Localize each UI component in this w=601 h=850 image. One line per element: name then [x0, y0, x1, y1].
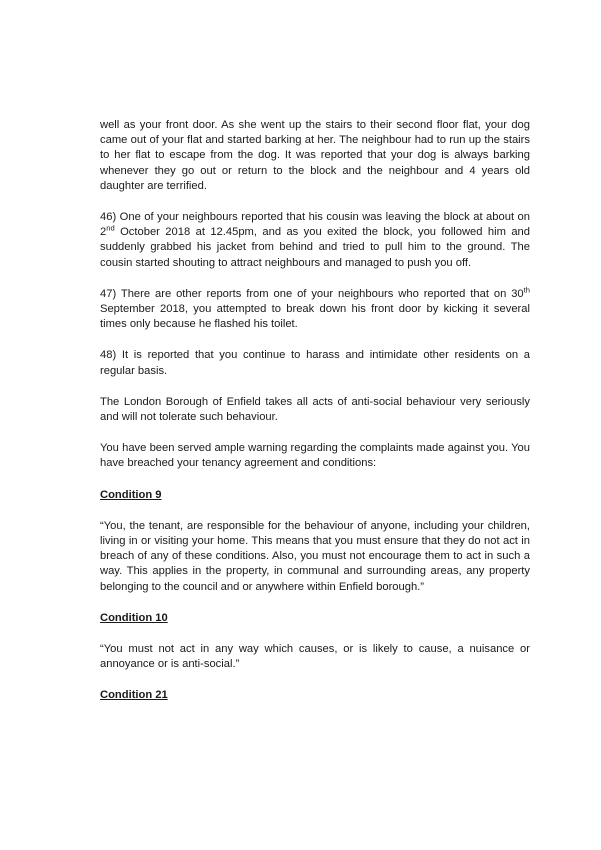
paragraph-text-part: October 2018 at 12.45pm, and as you exited the block, you followed him and suddenly grabbed his jacket from behind and tried to pull him to the ground. The cousin started shouting to attract neighbours and managed to push you off.	[100, 226, 530, 269]
ordinal-superscript: th	[523, 285, 530, 295]
heading-condition-9: Condition 9	[100, 488, 162, 501]
heading-condition-21: Condition 21	[100, 689, 168, 702]
paragraph-item-48: 48) It is reported that you continue to harass and intimidate other residents on a regular basis.	[100, 349, 530, 377]
paragraph-item-46	[100, 210, 530, 271]
heading-condition-10: Condition 10	[100, 611, 168, 624]
paragraph-text-part: September 2018, you attempted to break down his front door by kicking it several times only because he flashed his toilet.	[100, 303, 530, 331]
document-body	[100, 118, 530, 720]
paragraph-text-part: 46) One of your neighbours reported that his cousin was leaving the block at about on 2	[100, 211, 530, 239]
ordinal-superscript: nd	[106, 223, 115, 233]
paragraph-council-statement: The London Borough of Enfield takes all acts of anti-social behaviour very seriously and will not tolerate such behaviour.	[100, 395, 530, 424]
paragraph-condition-10-text: “You must not act in any way which causes, or is likely to cause, a nuisance or annoyance or is anti-social.”	[100, 643, 530, 671]
paragraph-text-part: 47) There are other reports from one of your neighbours who reported that on 30	[100, 287, 524, 300]
paragraph-continuation: well as your front door. As she went up the stairs to their second floor flat, your dog came out of your flat and started barking at her. The neighbour had to run up the stairs to her flat to escape from the dog. It was reported that your dog is always barking whenever they go out or return to the block and the neighbour and 4 years old daughter are terrified.	[100, 119, 530, 192]
paragraph-warning-statement: You have been served ample warning regarding the complaints made against you. You have breached your tenancy agreement and conditions:	[100, 442, 530, 470]
paragraph-item-47	[100, 287, 530, 333]
paragraph-condition-9-text: “You, the tenant, are responsible for the behaviour of anyone, including your children, living in or visiting your home. This means that you must ensure that they do not act in breach of any of these conditions. Also, you must not encourage them to act in such a way. This applies in the property, in communal and surrounding areas, any property belonging to the council and or anywhere within Enfield borough.”	[100, 519, 530, 593]
